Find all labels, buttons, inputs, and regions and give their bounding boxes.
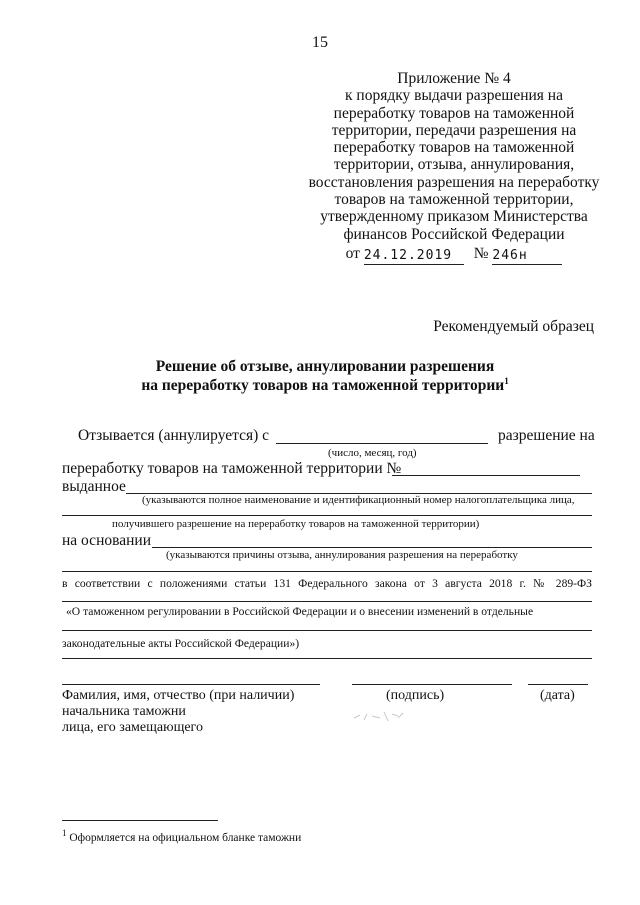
permission-number-field[interactable] [392,475,580,476]
footnote-separator [62,820,218,821]
order-date-number [300,245,608,264]
issued-hint-2: получившего разрешение на переработку товаров на таможенной территории) [112,518,480,530]
faint-stamp-marks [350,704,410,726]
issued-hint-1: (указываются полное наименование и идентификационный номер налогоплательщика лица, [142,494,575,506]
processing-number-label: переработку товаров на таможенной территории № [62,460,402,477]
permission-on-label: разрешение на [498,427,595,444]
revocation-date-field[interactable] [276,443,488,444]
appendix-line: к порядку выдачи разрешения на [345,87,563,105]
date-label: (дата) [540,688,575,703]
issued-to-field-2[interactable] [62,515,592,516]
on-basis-label: на основании [62,532,151,549]
law-reference-1: в соответствии с положениями статьи 131 Федерального закона от 3 августа 2018 г. № 289-ФЗ [62,577,592,590]
position-line-1: начальника таможни [62,704,186,719]
position-line-2: лица, его замещающего [62,720,203,735]
footnote [62,828,302,844]
footnote-mark: 1 [62,828,67,839]
footnote-text: Оформляется на официальном бланке таможни [69,832,302,844]
signature-label: (подпись) [386,688,445,703]
law-reference-3: законодательные акты Российской Федерации») [62,637,300,650]
title-footnote-mark: 1 [504,375,509,386]
order-date: 24.12.2019 [364,247,464,265]
name-field[interactable] [62,684,320,685]
date-field[interactable] [528,684,588,685]
basis-hint: (указываются причины отзыва, аннулирования разрешения на переработку [166,549,518,561]
appendix-line: территории, отзыва, аннулирования, [333,156,575,174]
basis-field-2[interactable] [62,571,592,572]
appendix-line: финансов Российской Федерации [343,225,565,243]
law-field[interactable] [62,601,592,602]
basis-field[interactable] [152,547,592,548]
title-line-1: Решение об отзыве, аннулировании разрешения [155,358,495,375]
order-number: 246н [492,247,562,265]
appendix-line: Приложение № 4 [397,70,511,87]
page-number: 15 [312,34,328,51]
signature-field[interactable] [352,684,512,685]
document-title [110,357,540,395]
recommended-sample-label: Рекомендуемый образец [433,318,594,335]
appendix-line: товаров на таможенной территории, [334,191,574,209]
date-prefix: от [345,244,360,262]
law-field-2[interactable] [62,630,592,631]
appendix-line: переработку товаров на таможенной [333,139,575,157]
appendix-line: утвержденному приказом Министерства [320,208,588,226]
title-line-2 [110,376,540,395]
appendix-line: переработку товаров на таможенной [333,104,575,122]
law-reference-2: «О таможенном регулировании в Российской Федерации и о внесении изменений в отдельные [66,605,534,618]
date-hint: (число, месяц, год) [328,447,417,459]
law-field-3[interactable] [62,658,592,659]
title-line-2-text: на переработку товаров на таможенной территории [141,377,505,394]
revoked-from-label: Отзывается (аннулируется) с [78,427,270,444]
number-prefix: № [473,244,489,262]
name-label: Фамилия, имя, отчество (при наличии) [62,688,295,703]
appendix-line: восстановления разрешения на переработку [308,173,600,191]
appendix-header [300,70,608,264]
appendix-line: территории, передачи разрешения на [331,121,577,139]
issued-label: выданное [62,478,126,495]
